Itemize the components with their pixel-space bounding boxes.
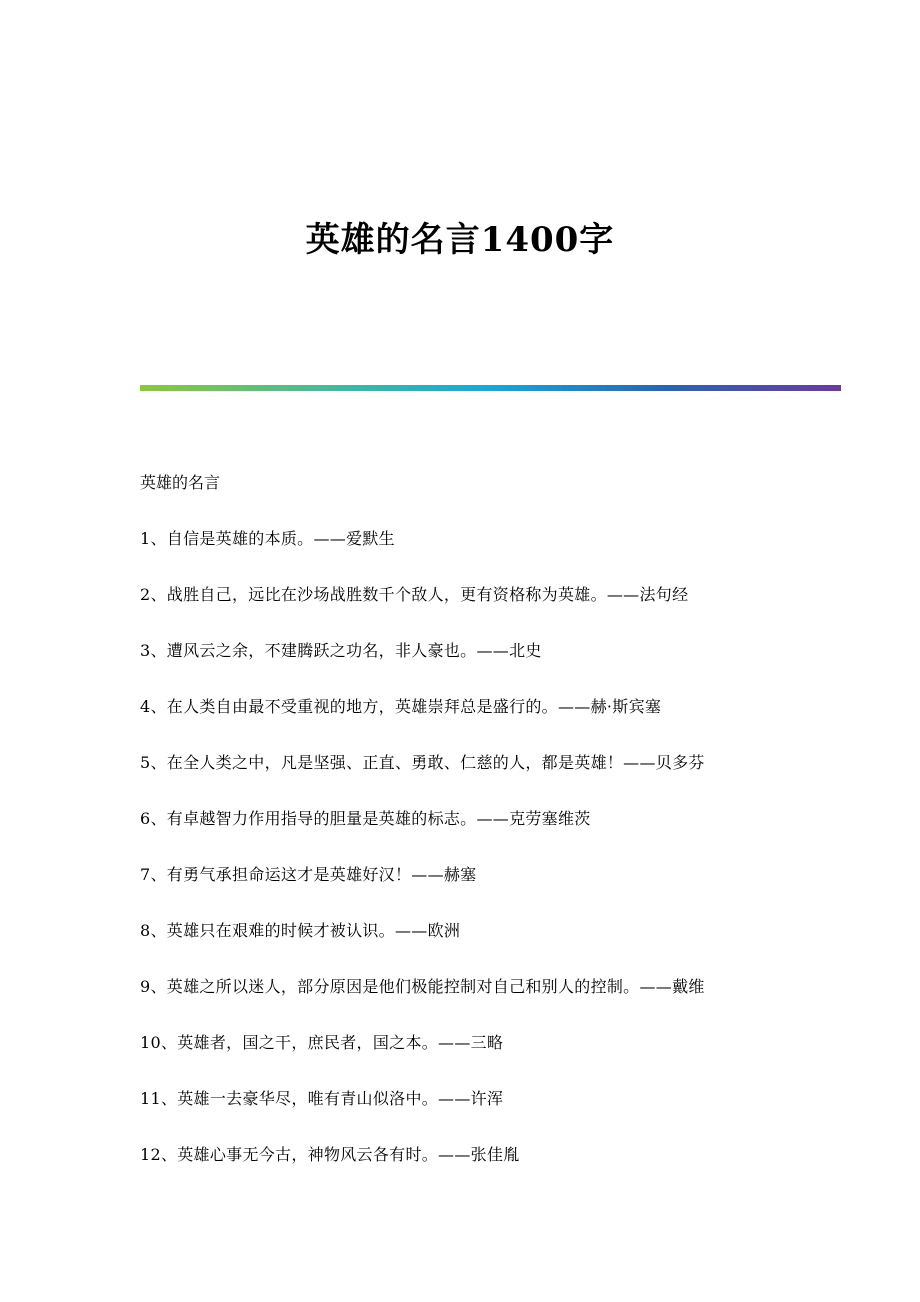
quote-item-1: 1、自信是英雄的本质。——爱默生 [140, 529, 395, 548]
quote-item-3: 3、遭风云之余，不建腾跃之功名，非人豪也。——北史 [140, 641, 542, 660]
section-heading: 英雄的名言 [140, 473, 221, 492]
quote-item-8: 8、英雄只在艰难的时候才被认识。——欧洲 [140, 921, 461, 940]
quote-item-11: 11、英雄一去豪华尽，唯有青山似洛中。——许浑 [140, 1089, 504, 1108]
quote-item-10: 10、英雄者，国之干，庶民者，国之本。——三略 [140, 1033, 504, 1052]
document-body [140, 466, 840, 1194]
quote-list [140, 522, 840, 1172]
title-divider [140, 385, 841, 391]
quote-item-2: 2、战胜自己，远比在沙场战胜数千个敌人，更有资格称为英雄。——法句经 [140, 585, 689, 604]
quote-item-9: 9、英雄之所以迷人，部分原因是他们极能控制对自己和别人的控制。——戴维 [140, 977, 705, 996]
quote-item-7: 7、有勇气承担命运这才是英雄好汉！——赫塞 [140, 865, 477, 884]
quote-item-6: 6、有卓越智力作用指导的胆量是英雄的标志。——克劳塞维茨 [140, 809, 591, 828]
quote-item-5: 5、在全人类之中，凡是坚强、正直、勇敢、仁慈的人，都是英雄！——贝多芬 [140, 753, 705, 772]
document-title: 英雄的名言1400字 [305, 220, 615, 260]
quote-item-12: 12、英雄心事无今古，神物风云各有时。——张佳胤 [140, 1145, 520, 1164]
quote-item-4: 4、在人类自由最不受重视的地方，英雄崇拜总是盛行的。——赫·斯宾塞 [140, 697, 662, 716]
